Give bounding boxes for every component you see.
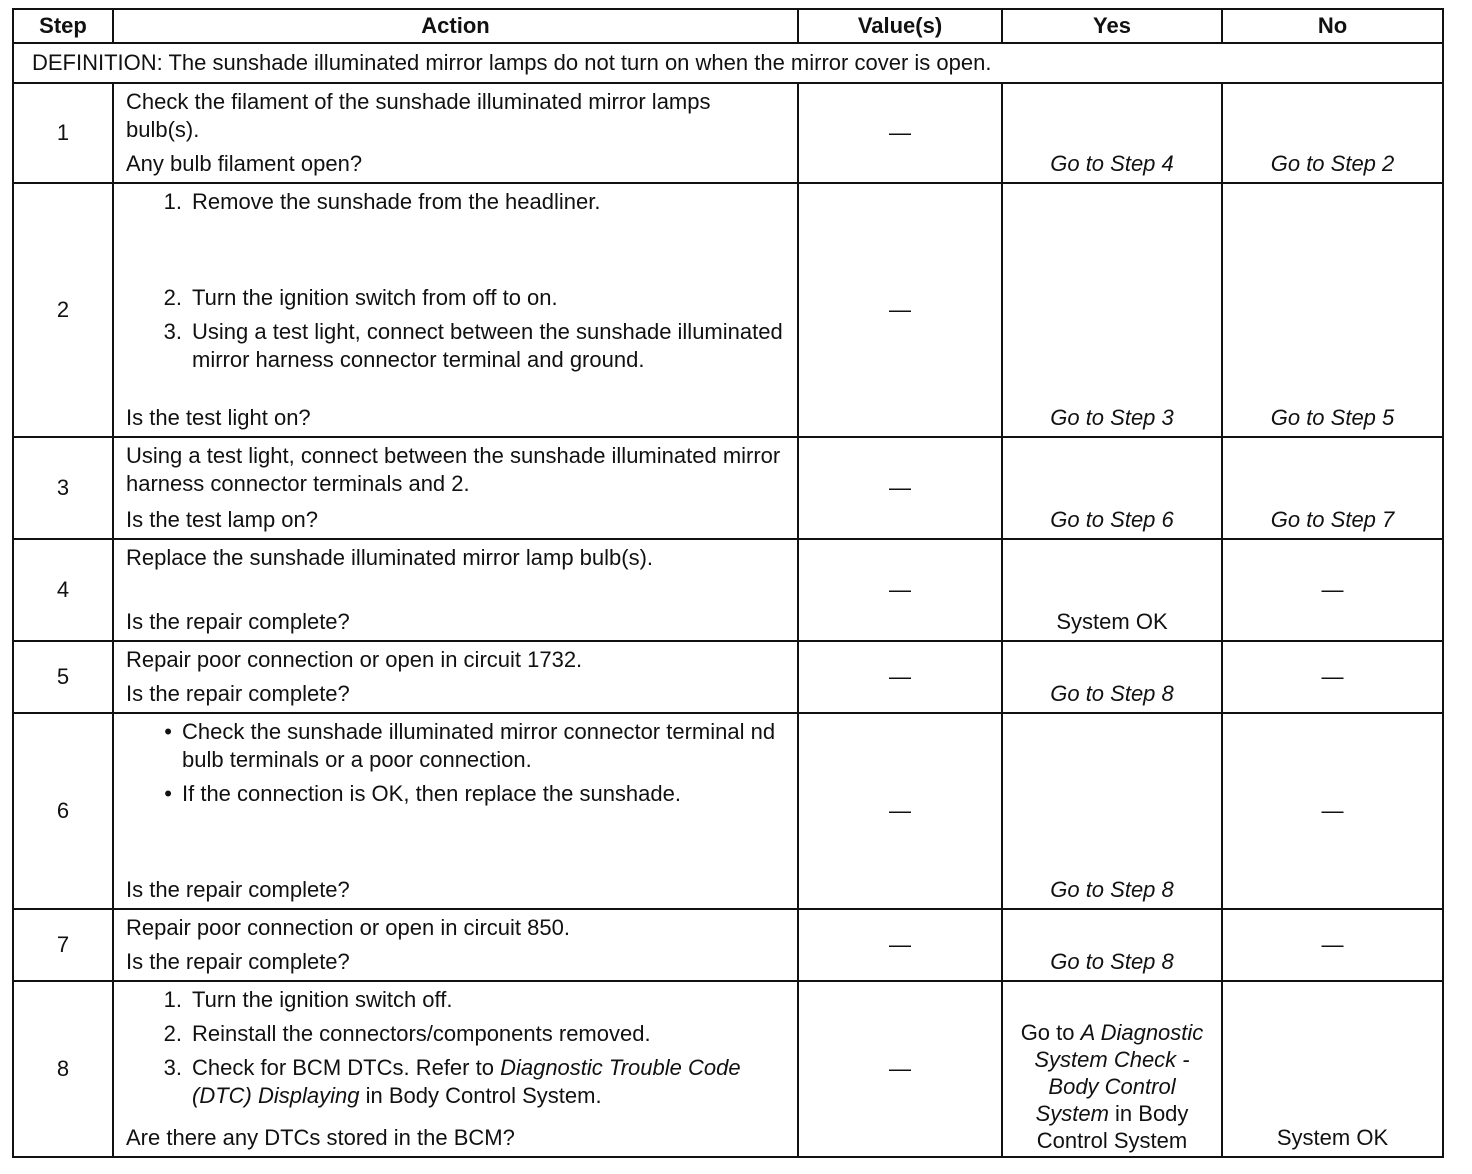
table-row-step-2	[13, 183, 1443, 437]
yes-cell: Go to Step 4	[1002, 83, 1222, 183]
action-text: Check the filament of the sunshade illuminated mirror lamps bulb(s).	[126, 89, 711, 142]
header-values: Value(s)	[798, 9, 1002, 43]
value-cell: —	[798, 83, 1002, 183]
yes-cell: Go to Step 6	[1002, 437, 1222, 539]
yes-cell: Go to Step 3	[1002, 183, 1222, 437]
header-action: Action	[113, 9, 798, 43]
list-item: 3. Check for BCM DTCs. Refer to Diagnostic Trouble Code (DTC) Displaying in Body Control System.	[163, 1055, 741, 1108]
action-cell	[113, 183, 798, 437]
action-bullet-list	[126, 718, 787, 814]
action-question: Any bulb filament open?	[126, 151, 363, 176]
table-row-step-3	[13, 437, 1443, 539]
action-question: Is the test light on?	[126, 405, 311, 430]
action-numbered-list	[126, 188, 787, 380]
table-row-step-4	[13, 539, 1443, 641]
value-cell: —	[798, 981, 1002, 1157]
diagnostic-table-page	[12, 8, 1442, 1158]
header-step: Step	[13, 9, 113, 43]
yes-cell: Go to A Diagnostic System Check - Body Control System in Body Control System	[1002, 981, 1222, 1157]
dtc-reference-link: Diagnostic Trouble Code (DTC) Displaying	[192, 1055, 741, 1108]
action-text: Repair poor connection or open in circuit 850.	[126, 915, 570, 940]
no-cell: —	[1222, 713, 1443, 909]
step-number: 7	[13, 909, 113, 981]
value-cell: —	[798, 539, 1002, 641]
list-item: 3. Using a test light, connect between the sunshade illuminated mirror harness connector terminal and ground.	[163, 319, 783, 372]
action-cell	[113, 539, 798, 641]
table-row-step-1	[13, 83, 1443, 183]
value-cell: —	[798, 713, 1002, 909]
step-number: 4	[13, 539, 113, 641]
yes-cell: System OK	[1002, 539, 1222, 641]
no-cell: Go to Step 2	[1222, 83, 1443, 183]
action-numbered-list	[126, 986, 787, 1116]
no-cell: —	[1222, 539, 1443, 641]
table-row-step-8	[13, 981, 1443, 1157]
step-number: 8	[13, 981, 113, 1157]
action-cell	[113, 981, 798, 1157]
action-question: Is the repair complete?	[126, 877, 350, 902]
header-no: No	[1222, 9, 1443, 43]
value-cell: —	[798, 437, 1002, 539]
yes-cell: Go to Step 8	[1002, 909, 1222, 981]
action-text: Replace the sunshade illuminated mirror lamp bulb(s).	[126, 545, 654, 570]
action-cell	[113, 83, 798, 183]
no-cell: —	[1222, 909, 1443, 981]
no-cell: System OK	[1222, 981, 1443, 1157]
system-check-reference: A Diagnostic System Check - Body Control System	[1034, 1020, 1204, 1126]
header-row	[13, 9, 1443, 43]
yes-cell: Go to Step 8	[1002, 713, 1222, 909]
action-question: Is the repair complete?	[126, 949, 350, 974]
list-item: • If the connection is OK, then replace the sunshade.	[164, 781, 681, 806]
step-number: 5	[13, 641, 113, 713]
list-item: • Check the sunshade illuminated mirror connector terminal nd bulb terminals or a poor connection.	[164, 719, 776, 772]
step-number: 3	[13, 437, 113, 539]
no-cell: Go to Step 7	[1222, 437, 1443, 539]
header-yes: Yes	[1002, 9, 1222, 43]
no-cell: —	[1222, 641, 1443, 713]
no-cell: Go to Step 5	[1222, 183, 1443, 437]
action-question: Is the test lamp on?	[126, 507, 318, 532]
table-row-step-7	[13, 909, 1443, 981]
list-item: 1. Turn the ignition switch off.	[163, 987, 453, 1012]
action-question: Is the repair complete?	[126, 609, 350, 634]
table-row-step-6	[13, 713, 1443, 909]
table-row-step-5	[13, 641, 1443, 713]
action-cell	[113, 641, 798, 713]
action-text: Repair poor connection or open in circuit 1732.	[126, 647, 583, 672]
action-question: Are there any DTCs stored in the BCM?	[126, 1125, 515, 1150]
list-item: 1. Remove the sunshade from the headliner.	[163, 189, 601, 214]
value-cell: —	[798, 183, 1002, 437]
value-cell: —	[798, 641, 1002, 713]
definition-row	[13, 43, 1443, 83]
action-cell	[113, 713, 798, 909]
value-cell: —	[798, 909, 1002, 981]
action-question: Is the repair complete?	[126, 681, 350, 706]
step-number: 2	[13, 183, 113, 437]
action-text: Using a test light, connect between the sunshade illuminated mirror harness connector terminals and 2.	[126, 443, 781, 496]
action-cell	[113, 437, 798, 539]
diagnostic-table	[12, 8, 1444, 1158]
list-item: 2. Reinstall the connectors/components removed.	[163, 1021, 651, 1046]
step-number: 1	[13, 83, 113, 183]
action-cell	[113, 909, 798, 981]
definition-text: DEFINITION: The sunshade illuminated mirror lamps do not turn on when the mirror cover is open.	[13, 43, 1443, 83]
step-number: 6	[13, 713, 113, 909]
list-item: 2. Turn the ignition switch from off to on.	[163, 285, 558, 310]
yes-cell: Go to Step 8	[1002, 641, 1222, 713]
